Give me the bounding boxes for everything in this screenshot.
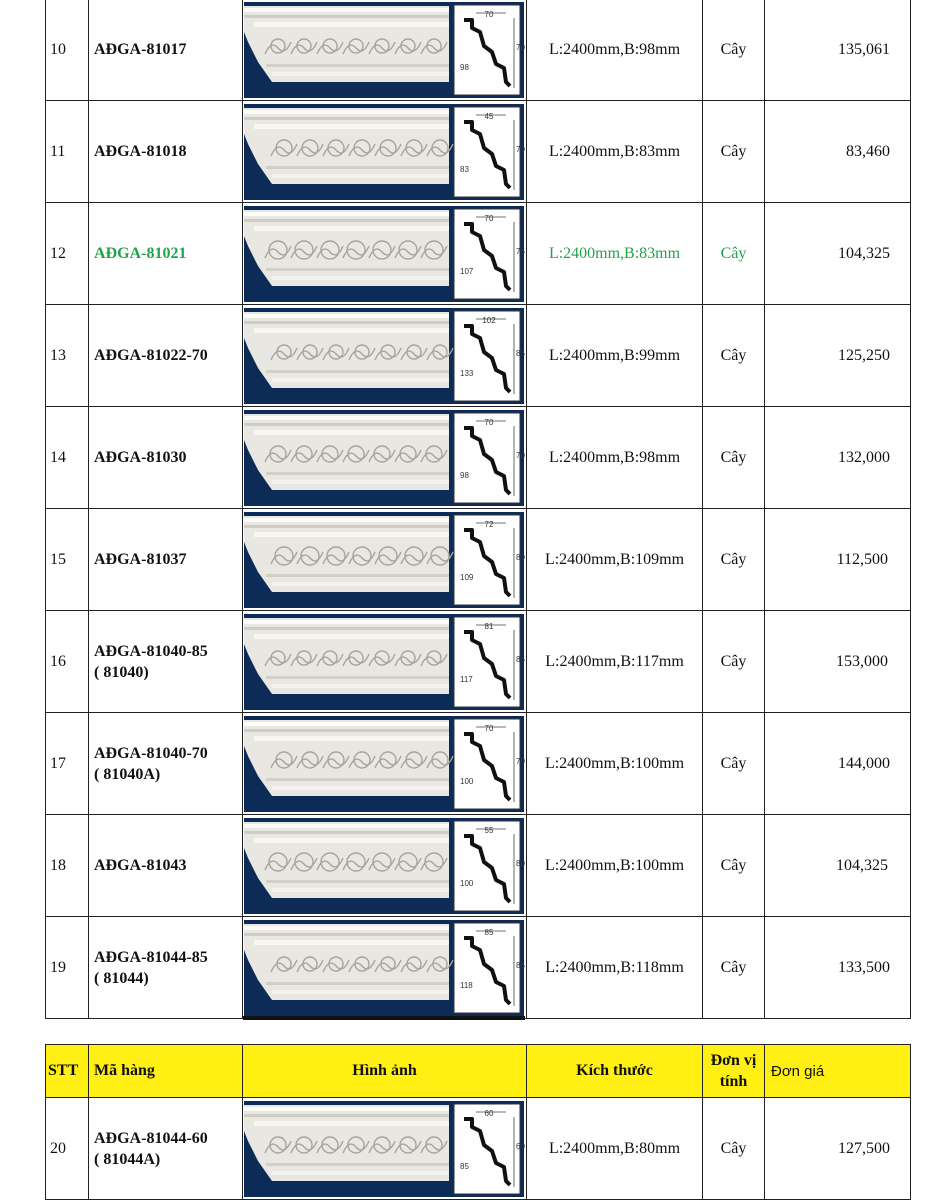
dim-diagonal: 100: [460, 878, 474, 888]
product-table-main: [45, 0, 911, 1019]
moulding-photo: [244, 104, 524, 200]
row-code: [89, 815, 243, 917]
dim-top: 70: [484, 213, 494, 223]
table-row: [46, 917, 911, 1019]
dim-diagonal: 109: [460, 572, 474, 582]
table-row: [46, 713, 911, 815]
row-price: 135,061: [765, 0, 911, 101]
row-unit: Cây: [703, 917, 765, 1019]
table-row: [46, 305, 911, 407]
dim-top: 85: [484, 927, 494, 937]
row-code-primary: AĐGA-81018: [94, 143, 187, 160]
row-code-secondary: ( 81040A): [94, 765, 161, 783]
table-header-row: [46, 1045, 911, 1098]
row-image: [243, 0, 527, 101]
image-column-bottom-bar: [243, 1016, 525, 1020]
row-code-primary: AĐGA-81022-70: [94, 347, 208, 364]
row-stt: 11: [46, 101, 89, 203]
row-code: [89, 0, 243, 101]
dim-diagonal: 118: [460, 980, 473, 990]
table-row: [46, 407, 911, 509]
moulding-photo: [244, 614, 524, 710]
dim-diagonal: 85: [460, 1161, 469, 1171]
dim-top: 72: [484, 519, 494, 529]
row-image: [243, 1098, 527, 1200]
row-unit: Cây: [703, 407, 765, 509]
row-code: [89, 101, 243, 203]
dim-top: 70: [484, 9, 494, 19]
dim-right: 85: [516, 654, 525, 664]
row-stt: 10: [46, 0, 89, 101]
dim-right: 70: [516, 42, 525, 52]
header-code: Mã hàng: [89, 1045, 243, 1098]
row-unit: Cây: [703, 713, 765, 815]
dim-diagonal: 100: [460, 776, 474, 786]
dim-right: 85: [516, 960, 525, 970]
row-price: 153,000: [765, 611, 911, 713]
row-code-primary: AĐGA-81021: [94, 245, 187, 262]
row-stt: 14: [46, 407, 89, 509]
row-code-primary: AĐGA-81040-70: [94, 744, 208, 762]
dim-top: 70: [484, 723, 494, 733]
header-price: Đơn giá: [765, 1045, 911, 1098]
row-price: 83,460: [765, 101, 911, 203]
row-price: 125,250: [765, 305, 911, 407]
row-stt: 18: [46, 815, 89, 917]
header-size: Kích thước: [527, 1045, 703, 1098]
row-code-secondary: ( 81040): [94, 663, 149, 681]
header-unit-line1: Đơn vị: [710, 1052, 757, 1069]
row-code: [89, 713, 243, 815]
moulding-photo: [244, 206, 524, 302]
row-image: [243, 407, 527, 509]
dim-diagonal: 133: [460, 368, 474, 378]
row-code: [89, 1098, 243, 1200]
row-image: [243, 815, 527, 917]
row-code-secondary: ( 81044A): [94, 1150, 161, 1168]
row-price: 104,325: [765, 815, 911, 917]
row-price: 112,500: [765, 509, 911, 611]
dim-diagonal: 83: [460, 164, 469, 174]
dim-right: 70: [516, 450, 525, 460]
row-price: 104,325: [765, 203, 911, 305]
row-price: 127,500: [765, 1098, 911, 1200]
dim-top: 70: [484, 417, 494, 427]
row-unit: Cây: [703, 101, 765, 203]
table-row: [46, 1098, 911, 1200]
row-code-primary: AĐGA-81044-85: [94, 948, 208, 966]
dim-diagonal: 107: [460, 266, 474, 276]
table-row: [46, 815, 911, 917]
dim-top: 45: [484, 111, 494, 121]
row-unit: Cây: [703, 305, 765, 407]
row-image: [243, 713, 527, 815]
row-stt: 15: [46, 509, 89, 611]
dim-diagonal: 98: [460, 470, 469, 480]
dim-diagonal: 98: [460, 62, 469, 72]
header-stt: STT: [46, 1045, 89, 1098]
dim-right: 75: [516, 246, 525, 256]
table-row: [46, 203, 911, 305]
moulding-photo: [244, 410, 524, 506]
dim-top: 81: [484, 621, 494, 631]
moulding-photo: [244, 2, 524, 98]
row-code: [89, 917, 243, 1019]
row-code-primary: AĐGA-81017: [94, 41, 187, 58]
row-unit: Cây: [703, 203, 765, 305]
row-unit: Cây: [703, 815, 765, 917]
dim-top: 102: [482, 315, 496, 325]
row-size: L:2400mm,B:100mm: [527, 815, 703, 917]
row-stt: 19: [46, 917, 89, 1019]
row-stt: 12: [46, 203, 89, 305]
row-code: [89, 407, 243, 509]
row-code-primary: AĐGA-81037: [94, 551, 187, 568]
row-size: L:2400mm,B:117mm: [527, 611, 703, 713]
row-stt: 17: [46, 713, 89, 815]
dim-right: 80: [516, 858, 525, 868]
dim-top: 55: [484, 825, 494, 835]
header-image: Hình ảnh: [243, 1045, 527, 1098]
row-size: L:2400mm,B:98mm: [527, 0, 703, 101]
row-code: [89, 305, 243, 407]
row-size: L:2400mm,B:83mm: [527, 101, 703, 203]
row-code-primary: AĐGA-81044-60: [94, 1129, 208, 1147]
dim-right: 70: [516, 756, 525, 766]
dim-top: 60: [484, 1108, 494, 1118]
row-size: L:2400mm,B:118mm: [527, 917, 703, 1019]
moulding-photo: [244, 512, 524, 608]
row-image: [243, 305, 527, 407]
row-size: L:2400mm,B:99mm: [527, 305, 703, 407]
header-unit: [703, 1045, 765, 1098]
row-code: [89, 203, 243, 305]
row-size: L:2400mm,B:100mm: [527, 713, 703, 815]
row-stt: 20: [46, 1098, 89, 1200]
row-image: [243, 917, 527, 1019]
table-row: [46, 101, 911, 203]
moulding-photo: [244, 920, 524, 1016]
moulding-photo: [244, 818, 524, 914]
row-price: 133,500: [765, 917, 911, 1019]
row-unit: Cây: [703, 509, 765, 611]
moulding-photo: [244, 1101, 524, 1197]
row-unit: Cây: [703, 1098, 765, 1200]
table-row: [46, 611, 911, 713]
table-row: [46, 509, 911, 611]
row-size: L:2400mm,B:98mm: [527, 407, 703, 509]
row-code-primary: AĐGA-81030: [94, 449, 187, 466]
row-image: [243, 203, 527, 305]
dim-right: 85: [516, 348, 525, 358]
row-size: L:2400mm,B:80mm: [527, 1098, 703, 1200]
row-price: 132,000: [765, 407, 911, 509]
row-size: L:2400mm,B:109mm: [527, 509, 703, 611]
dim-diagonal: 117: [460, 674, 473, 684]
row-image: [243, 509, 527, 611]
dim-right: 80: [516, 552, 525, 562]
row-unit: Cây: [703, 0, 765, 101]
row-code-primary: AĐGA-81043: [94, 857, 187, 874]
table-row: [46, 0, 911, 101]
row-stt: 16: [46, 611, 89, 713]
row-code-primary: AĐGA-81040-85: [94, 642, 208, 660]
dim-right: 60: [516, 1141, 525, 1151]
row-code-secondary: ( 81044): [94, 969, 149, 987]
header-unit-line2: tính: [719, 1073, 748, 1090]
row-size: L:2400mm,B:83mm: [527, 203, 703, 305]
row-price: 144,000: [765, 713, 911, 815]
row-image: [243, 101, 527, 203]
row-image: [243, 611, 527, 713]
dim-right: 70: [516, 144, 525, 154]
row-code: [89, 611, 243, 713]
row-unit: Cây: [703, 611, 765, 713]
moulding-photo: [244, 716, 524, 812]
row-stt: 13: [46, 305, 89, 407]
row-code: [89, 509, 243, 611]
moulding-photo: [244, 308, 524, 404]
product-table-continued: [45, 1044, 911, 1200]
